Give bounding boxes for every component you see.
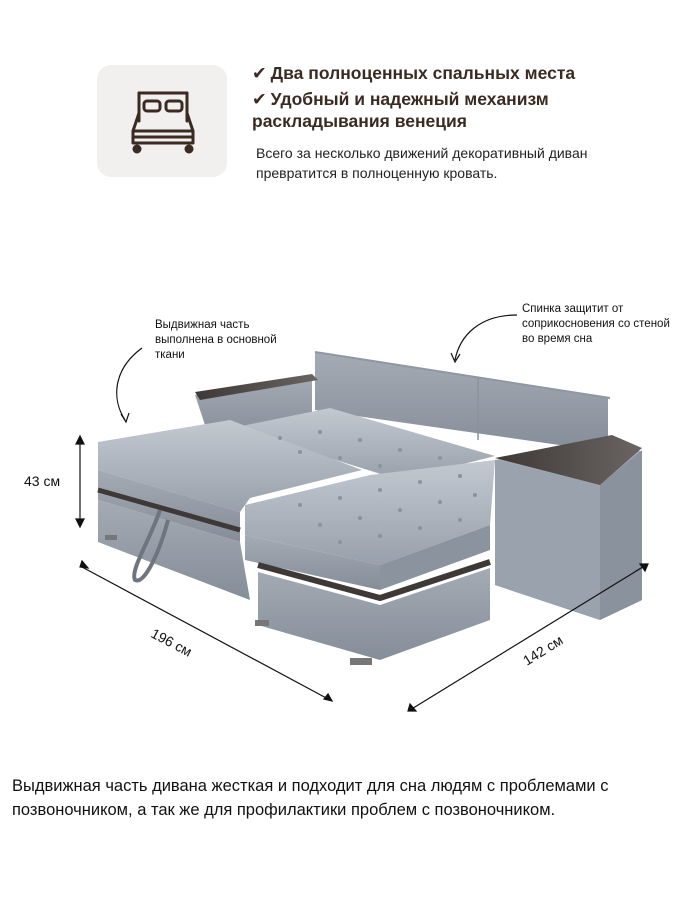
sofa-illustration <box>0 280 700 740</box>
bed-icon-box <box>97 65 227 177</box>
feature-item <box>252 62 672 84</box>
annotation-backrest: Спинка защитит от соприкосновения со стеной во время сна <box>522 303 670 345</box>
bottom-description: Выдвижная часть дивана жесткая и подходит для сна людям с проблемами с позвоночником, а так же для профилактики проблем с позвоночником. <box>12 777 609 819</box>
feature-list <box>252 62 672 132</box>
dimension-depth: 142 см <box>520 631 566 669</box>
feature-text: Удобный и надежный механизм раскладывания венеция <box>252 89 549 131</box>
check-icon: ✔ <box>252 63 267 83</box>
dimension-length: 196 см <box>148 625 195 660</box>
feature-item <box>252 88 672 132</box>
feature-text: Два полноценных спальных места <box>270 63 576 83</box>
bed-icon <box>125 83 201 159</box>
annotation-pullout: Выдвижная часть выполнена в основной ткани <box>155 319 277 361</box>
check-icon: ✔ <box>252 89 267 109</box>
description: Всего за несколько движений декоративный диван превратится в полноценную кровать. <box>256 145 588 181</box>
dimension-height: 43 см <box>24 473 61 489</box>
sofa-drawing <box>0 280 700 740</box>
